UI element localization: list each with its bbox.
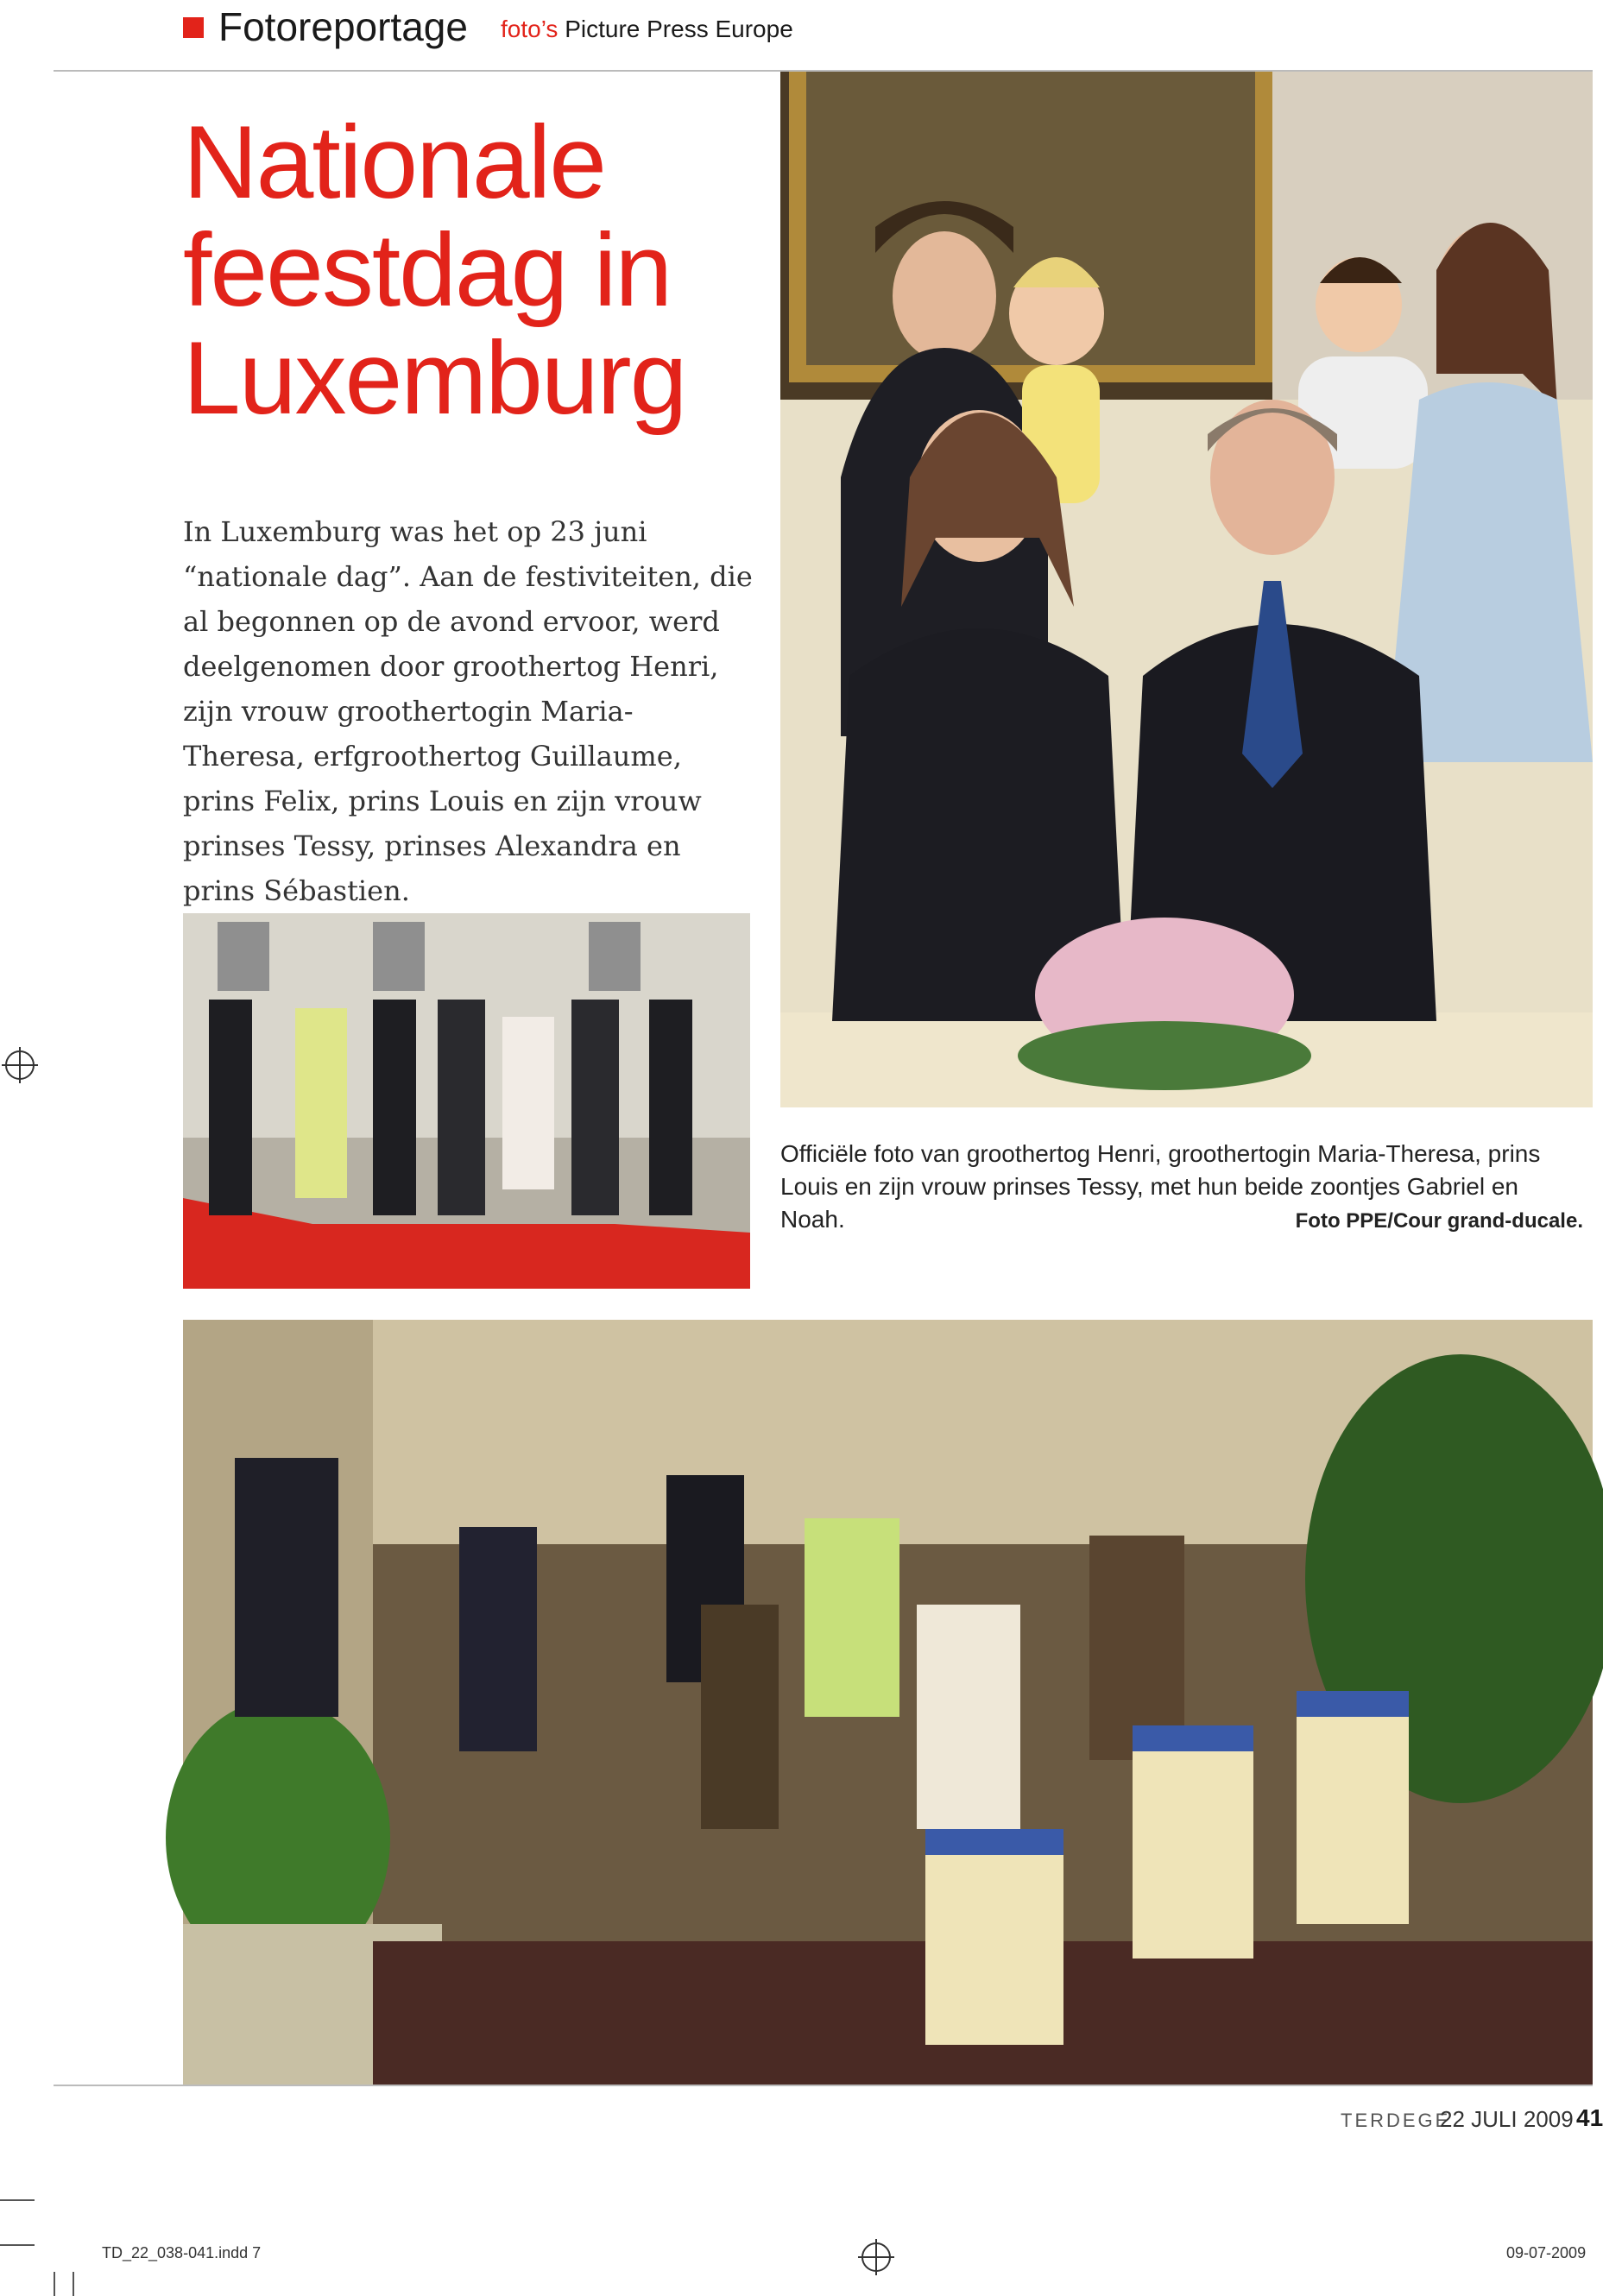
article-intro: In Luxemburg was het op 23 juni “nationale dag”. Aan de festiviteiten, die al begonnen op de avond ervoor, werd deelgenomen door groothertog Henri, zijn vrouw groothertogin Maria-Theresa, erfgroothertog Guillaume, prins Felix, prins Louis en zijn vrouw prinses Tessy, prinses Alexandra en prins Sébastien. <box>183 515 753 907</box>
photo-credit-header <box>501 14 793 45</box>
caption-text: Officiële foto van groothertog Henri, groothertogin Maria-Theresa, prins Louis en zijn vrouw prinses Tessy, met hun beide zoontjes Gabriel en Noah. <box>780 1140 1541 1233</box>
page-number: 41 <box>1576 2104 1603 2131</box>
magazine-name: TERDEGE <box>1341 2110 1451 2131</box>
balcony-group-illustration <box>183 913 750 1289</box>
print-slug-file: TD_22_038-041.indd 7 <box>102 2244 262 2261</box>
crop-mark <box>73 2272 74 2296</box>
crop-mark <box>0 2199 35 2201</box>
article-headline <box>183 104 805 436</box>
section-marker-square <box>183 17 204 38</box>
family-portrait-illustration <box>780 72 1593 1107</box>
balcony-group-photo <box>183 913 750 1289</box>
section-title: Fotoreportage <box>218 4 468 49</box>
credit-source: Picture Press Europe <box>565 16 793 42</box>
headline-line-2: feestdag in <box>183 212 672 328</box>
caption-credit: Foto PPE/Cour grand-ducale. <box>1295 1209 1583 1233</box>
cathedral-service-illustration <box>183 1320 1593 2085</box>
print-slug-date: 09-07-2009 <box>1506 2244 1587 2261</box>
family-portrait-photo <box>780 72 1593 1107</box>
crop-mark <box>54 2272 55 2296</box>
registration-mark-icon <box>5 1050 35 1080</box>
cathedral-service-photo <box>183 1320 1593 2085</box>
issue-date: 22 JULI 2009 <box>1440 2106 1574 2132</box>
headline-line-3: Luxemburg <box>183 320 686 436</box>
headline-line-1: Nationale <box>183 104 606 220</box>
footer-rule <box>54 2085 1593 2086</box>
family-photo-caption <box>780 1138 1583 1238</box>
credit-prefix: foto’s <box>501 16 559 42</box>
registration-mark-icon <box>861 2242 891 2272</box>
crop-mark <box>0 2244 35 2246</box>
